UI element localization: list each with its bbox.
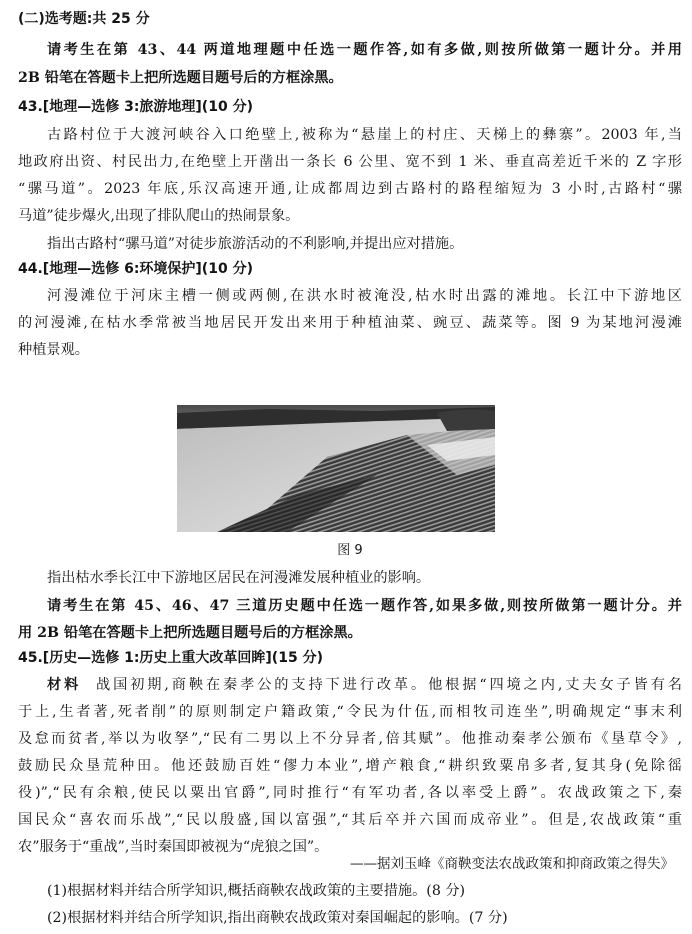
geo-instruction-line-1: 请考生在第 43、44 两道地理题中任选一题作答,如有多做,则按所做第一题计分。并用 xyxy=(47,42,682,58)
q44-passage-line-1: 河漫滩位于河床主槽一侧或两侧,在洪水时被淹没,枯水时出露的滩地。长江中下游地区 xyxy=(47,288,682,304)
q44-task: 指出枯水季长江中下游地区居民在河漫滩发展种植业的影响。 xyxy=(47,570,431,586)
q45-question-2: (2)根据材料并结合所学知识,指出商鞅农战政策对秦国崛起的影响。(7 分) xyxy=(47,910,508,926)
section-title: (二)选考题:共 25 分 xyxy=(18,11,150,27)
q44-passage-line-3: 种植景观。 xyxy=(18,342,89,358)
figure-caption: 图 9 xyxy=(337,543,363,558)
floodplain-photo xyxy=(177,405,495,532)
q45-header: 45.[历史—选修 1:历史上重大改革回眸](15 分) xyxy=(18,650,323,666)
q43-passage-line-1: 古路村位于大渡河峡谷入口绝壁上,被称为“悬崖上的村庄、天梯上的彝寨”。2003 年,当 xyxy=(47,127,682,143)
q45-material-text-1: 战国初期,商鞅在秦孝公的支持下进行改革。他根据“四境之内,丈夫女子皆有名 xyxy=(96,677,682,693)
q44-header: 44.[地理—选修 6:环境保护](10 分) xyxy=(18,261,253,277)
q43-passage-line-3: “骡马道”。2023 年底,乐汉高速开通,让成都周边到古路村的路程缩短为 3 小时,古路村“骡 xyxy=(18,181,682,197)
q45-material-line-1 xyxy=(47,675,682,695)
q45-material-line-7: 农”服务于“重战”,当时秦国即被视为“虎狼之国”。 xyxy=(18,839,329,855)
material-source: ——据刘玉峰《商鞅变法农战政策和抑商政策之得失》 xyxy=(350,856,674,872)
q45-material-line-4: 鼓励民众垦荒种田。他还鼓励百姓“僇力本业”,增产粮食,“耕织致粟帛多者,复其身(免除徭 xyxy=(18,758,682,774)
q43-header: 43.[地理—选修 3:旅游地理](10 分) xyxy=(18,99,253,115)
q43-passage-line-4: 马道”徒步爆火,出现了排队爬山的热闹景象。 xyxy=(18,208,300,224)
q45-material-line-3: 及怠而贫者,举以为收孥”,“民有二男以上不分异者,倍其赋”。他推动秦孝公颁布《垦草令》, xyxy=(18,731,682,747)
hist-instruction-line-2: 用 2B 铅笔在答题卡上把所选题目题号后的方框涂黑。 xyxy=(18,625,362,641)
q45-material-line-2: 于上,生者著,死者削”的原则制定户籍政策,“令民为什伍,而相牧司连坐”,明确规定“事末利 xyxy=(18,704,682,720)
q45-question-1: (1)根据材料并结合所学知识,概括商鞅农战政策的主要措施。(8 分) xyxy=(47,883,466,899)
q43-task: 指出古路村“骡马道”对徒步旅游活动的不利影响,并提出应对措施。 xyxy=(47,236,464,252)
hist-instruction-line-1: 请考生在第 45、46、47 三道历史题中任选一题作答,如果多做,则按所做第一题计分。并 xyxy=(47,598,682,614)
q45-material-line-5: 役)”,“民有余粮,使民以粟出官爵”,同时推行“有军功者,各以率受上爵”。农战政策之下,秦 xyxy=(18,785,682,801)
geo-instruction-line-2: 2B 铅笔在答题卡上把所选题目题号后的方框涂黑。 xyxy=(18,70,343,86)
material-label: 材料 xyxy=(47,677,82,693)
q44-passage-line-2: 的河漫滩,在枯水季常被当地居民开发出来用于种植油菜、豌豆、蔬菜等。图 9 为某地河漫滩 xyxy=(18,315,682,331)
q45-material-line-6: 国民众“喜农而乐战”,“民以殷盛,国以富强”,“其后卒并六国而成帝业”。但是,农战政策“重 xyxy=(18,812,682,828)
q43-passage-line-2: 地政府出资、村民出力,在绝壁上开凿出一条长 6 公里、宽不到 1 米、垂直高差近千米的 Z 字形 xyxy=(18,154,682,170)
